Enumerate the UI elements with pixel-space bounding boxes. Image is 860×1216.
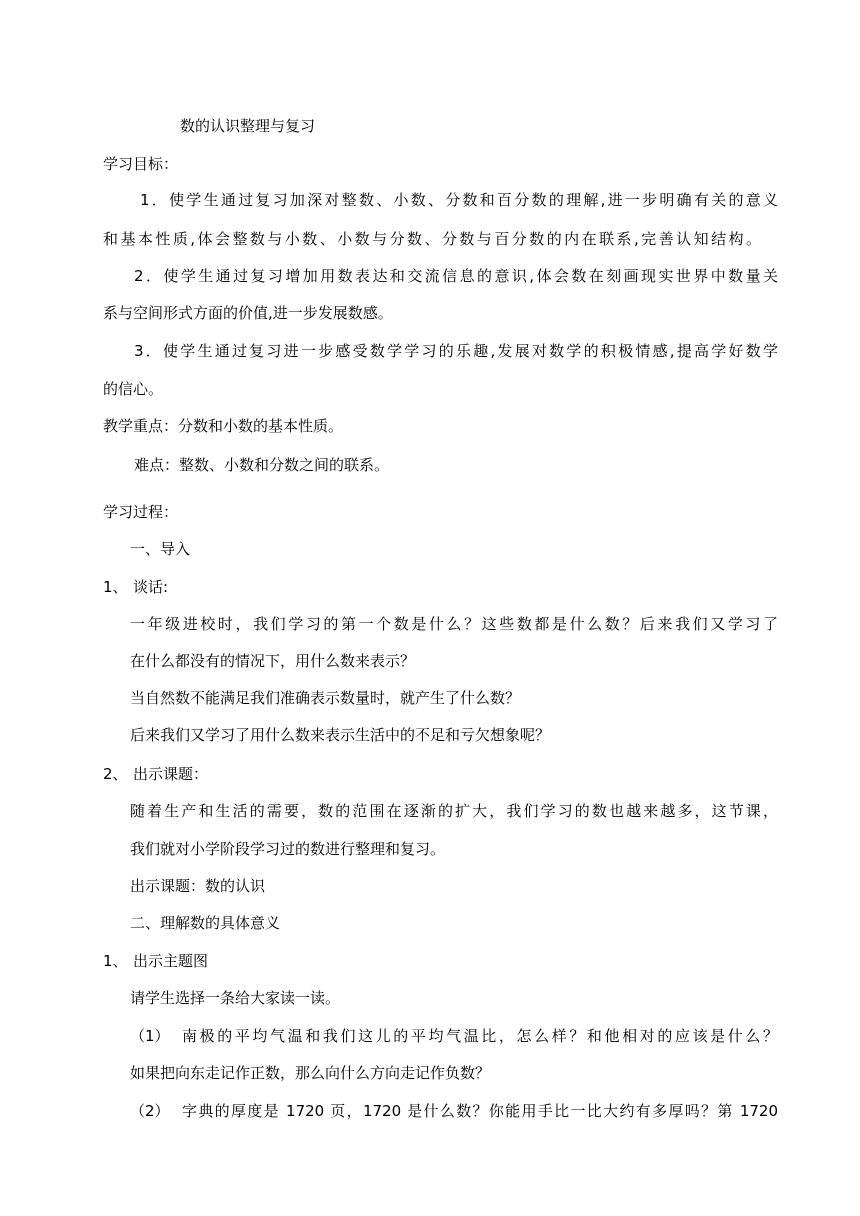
- section-1-heading: 一、导入: [130, 540, 191, 558]
- list-item-label: 出示课题：: [133, 765, 209, 783]
- paragraph-line: 在什么都没有的情况下，用什么数来表示？: [130, 652, 416, 670]
- paragraph-line: 请学生选择一条给大家读一读。: [130, 989, 341, 1007]
- objective-2-line-1: 2．使学生通过复习增加用数表达和交流信息的意识,体会数在刻画现实世界中数量关: [134, 267, 778, 285]
- list-number: 1、: [103, 952, 128, 970]
- teaching-key-point: 教学重点：分数和小数的基本性质。: [103, 417, 344, 435]
- paragraph-line: 出示课题：数的认识: [130, 877, 266, 895]
- question-line: 如果把向东走记作正数，那么向什么方向走记作负数？: [130, 1064, 491, 1082]
- section-2-heading: 二、理解数的具体意义: [130, 914, 281, 932]
- objective-3-line-1: 3．使学生通过复习进一步感受数学学习的乐趣,发展对数学的积极情感,提高学好数学: [134, 342, 778, 360]
- paragraph-line: 随着生产和生活的需要，数的范围在逐渐的扩大，我们学习的数也越来越多，这节课，: [130, 802, 778, 820]
- objective-3-line-2: 的信心。: [103, 380, 164, 398]
- paragraph-line: 我们就对小学阶段学习过的数进行整理和复习。: [130, 840, 446, 858]
- list-item-label: 谈话:: [133, 578, 169, 596]
- paragraph-line: 一年级进校时，我们学习的第一个数是什么？这些数都是什么数？后来我们又学习了: [130, 615, 778, 633]
- list-item-label: 出示主题图: [133, 952, 209, 970]
- objective-1-line-2: 和基本性质,体会整数与小数、小数与分数、分数与百分数的内在联系,完善认知结构。: [103, 230, 761, 248]
- list-number: 2、: [103, 765, 128, 783]
- page-title: 数的认识整理与复习: [180, 117, 316, 135]
- objectives-heading: 学习目标：: [103, 155, 179, 173]
- paragraph-line: 后来我们又学习了用什么数来表示生活中的不足和亏欠想象呢？: [130, 726, 551, 744]
- objective-2-line-2: 系与空间形式方面的价值,进一步发展数感。: [103, 304, 393, 322]
- list-number: 1、: [103, 578, 128, 596]
- question-line: 南极的平均气温和我们这儿的平均气温比，怎么样？和他相对的应该是什么？: [182, 1027, 778, 1045]
- teaching-difficulty: 难点：整数、小数和分数之间的联系。: [134, 456, 390, 474]
- question-number: （2）: [130, 1102, 170, 1120]
- question-number: （1）: [130, 1027, 170, 1045]
- question-line: 字典的厚度是 1720 页，1720 是什么数？你能用手比一比大约有多厚吗？第 1720: [182, 1102, 778, 1120]
- process-heading: 学习过程：: [103, 503, 179, 521]
- paragraph-line: 当自然数不能满足我们准确表示数量时，就产生了什么数？: [130, 689, 521, 707]
- objective-1-line-1: 1．使学生通过复习加深对整数、小数、分数和百分数的理解,进一步明确有关的意义: [140, 191, 778, 209]
